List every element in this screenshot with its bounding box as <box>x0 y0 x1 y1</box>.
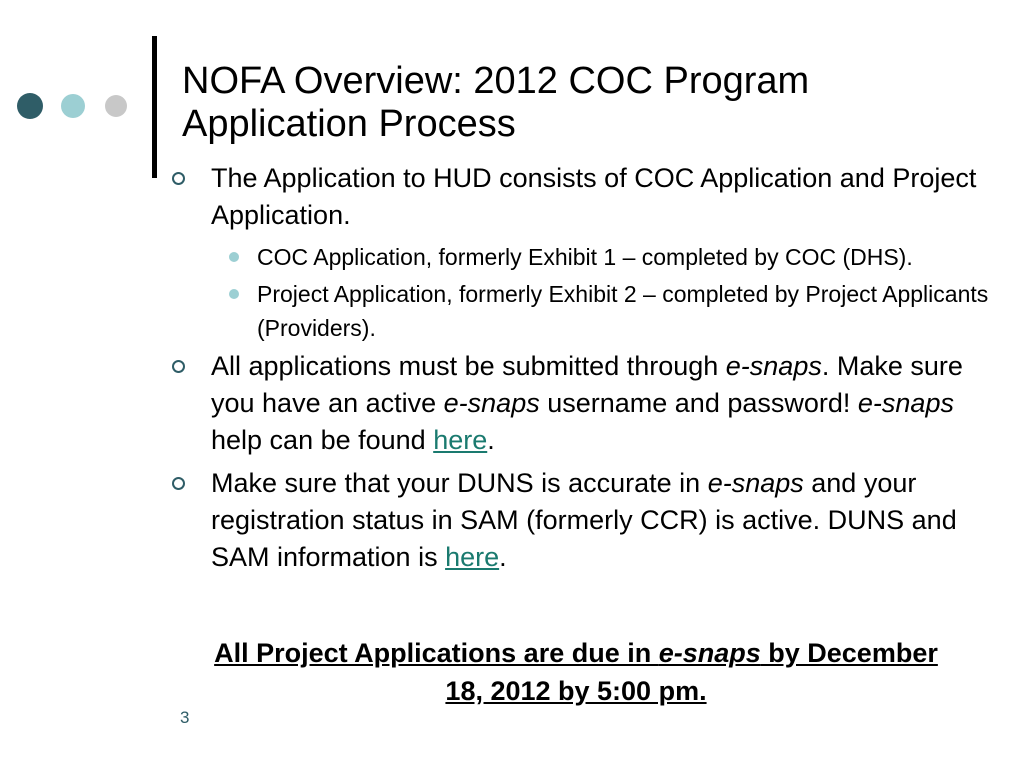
esnaps-term: e-snaps <box>857 388 954 418</box>
sub-bullet-text: Project Application, formerly Exhibit 2 – completed by Project Applicants (Providers). <box>257 281 989 341</box>
slide-body <box>172 160 1002 582</box>
gray-dot-icon <box>105 95 127 117</box>
esnaps-term: e-snaps <box>443 388 540 418</box>
title-divider <box>152 36 157 178</box>
duns-sam-info-link[interactable]: here <box>445 542 500 572</box>
sub-bullet-project-application <box>172 277 1002 345</box>
esnaps-term: e-snaps <box>725 351 822 381</box>
esnaps-help-link[interactable]: here <box>433 425 488 455</box>
ring-bullet-icon <box>172 360 185 373</box>
ring-bullet-icon <box>172 172 185 185</box>
bullet-application-parts <box>172 160 1002 234</box>
bullet-text-part: Make sure that your DUNS is accurate in <box>211 468 708 498</box>
bullet-esnaps-submission <box>172 348 1002 459</box>
bullet-text-part: . Make sure you have an active <box>211 351 963 418</box>
slide-title: NOFA Overview: 2012 COC Program Application Process <box>182 60 810 145</box>
bullet-text-part: help can be found <box>211 425 434 455</box>
ring-bullet-icon <box>172 477 185 490</box>
bullet-text-part: username and password! <box>539 388 858 418</box>
bullet-text-end: . <box>499 542 507 572</box>
bullet-duns-sam <box>172 465 1002 576</box>
esnaps-term: e-snaps <box>658 638 761 668</box>
due-text-part: by December 18, 2012 by 5:00 pm. <box>445 638 938 706</box>
light-teal-dot-icon <box>61 94 85 118</box>
sub-bullet-coc-application <box>172 240 1002 274</box>
due-date-notice <box>200 634 952 710</box>
dot-bullet-icon <box>229 252 239 262</box>
esnaps-term: e-snaps <box>707 468 804 498</box>
dark-teal-dot-icon <box>17 93 43 119</box>
bullet-text-part: and your registration status in SAM (formerly CCR) is active. DUNS and SAM information is <box>211 468 957 572</box>
bullet-text-end: . <box>487 425 495 455</box>
dot-bullet-icon <box>229 289 239 299</box>
due-text-part: All Project Applications are due in <box>214 638 659 668</box>
bullet-text: The Application to HUD consists of COC Application and Project Application. <box>211 163 977 230</box>
page-number: 3 <box>180 708 190 727</box>
sub-bullet-text: COC Application, formerly Exhibit 1 – completed by COC (DHS). <box>257 244 913 270</box>
bullet-text-part: All applications must be submitted through <box>211 351 726 381</box>
